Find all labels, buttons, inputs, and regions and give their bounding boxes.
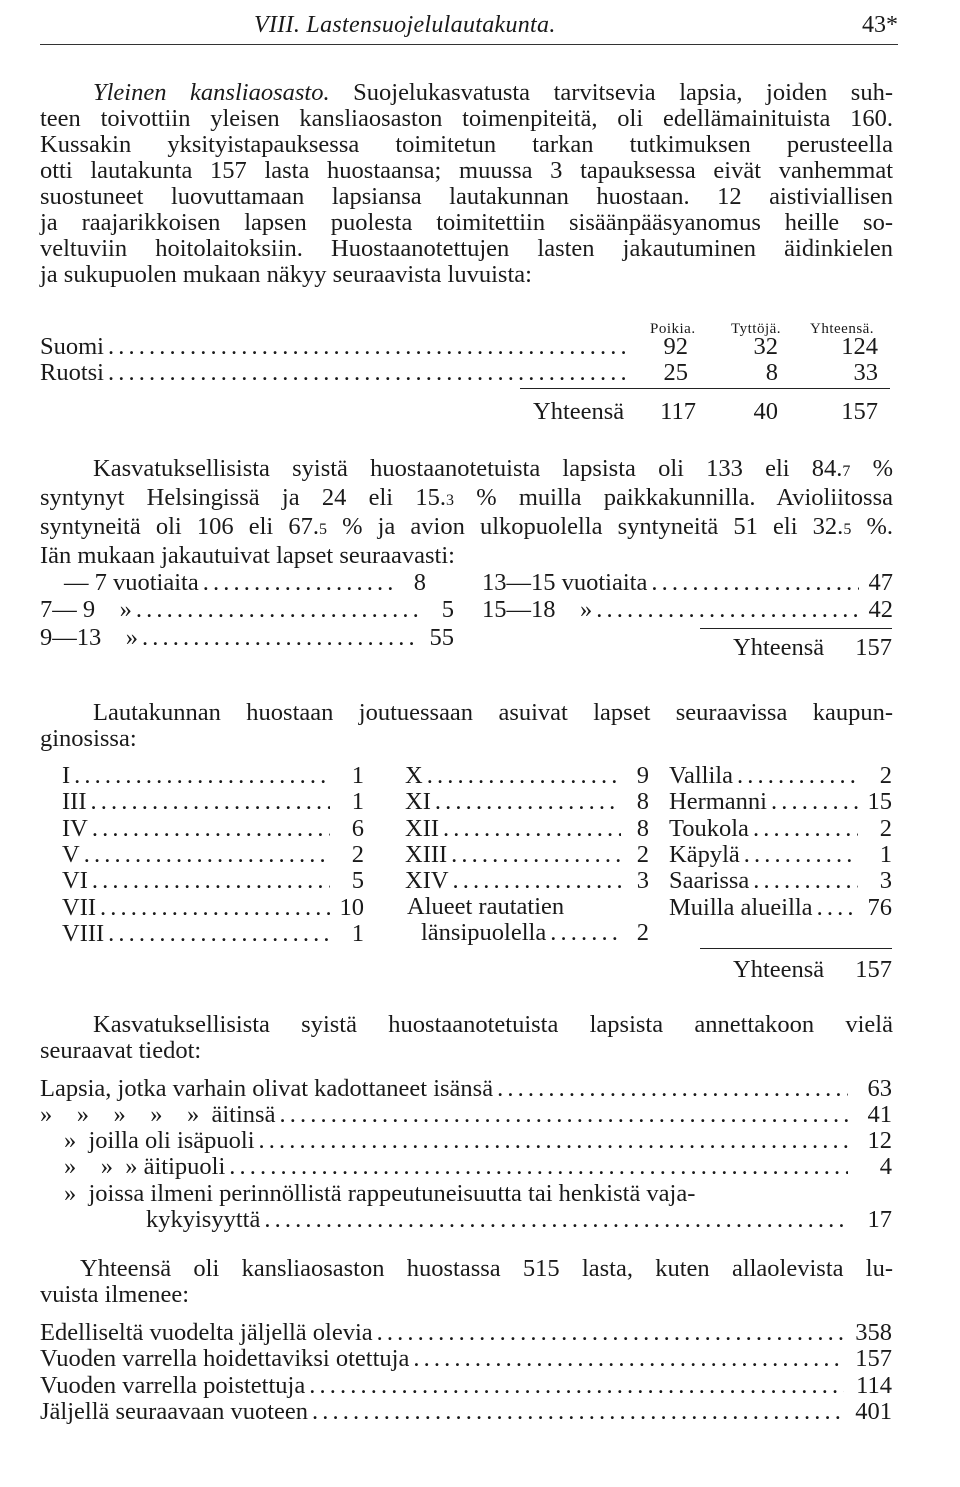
row-label: XII [405, 814, 440, 842]
lang-label: Suomi [40, 333, 104, 360]
info-value: 41 [867, 1101, 892, 1128]
row-value: 401 [855, 1397, 892, 1425]
lang-total-value: 40 [753, 398, 778, 425]
row-label: Muilla alueilla [669, 893, 813, 921]
row-label: Saarissa [669, 867, 750, 895]
row-label: XI [405, 788, 431, 816]
row-label: Käpylä [669, 840, 740, 868]
age-row-left [40, 597, 454, 623]
leader-row [669, 789, 892, 815]
leader-row [62, 921, 364, 947]
age-label: 7— 9 » [40, 596, 132, 623]
birth-text: Kasvatuksellisista syistä huostaanotetuista lapsista oli 133 eli 84. [93, 455, 843, 482]
age-row-right [482, 597, 893, 623]
info-row [64, 1128, 892, 1154]
birth-text: syntynyt Helsingissä ja 24 eli 15. [40, 484, 446, 511]
leader-row [40, 1399, 892, 1425]
birth-line [40, 456, 893, 485]
dot-leader [108, 334, 628, 360]
birth-decimal: 5 [843, 521, 852, 538]
birth-text: % [850, 455, 893, 482]
row-label: XIII [405, 840, 448, 868]
intro-line: teen toivottiin yleisen kansliaosaston toimenpiteitä, oli edellämainituista 160. [40, 105, 893, 132]
info-value: 12 [867, 1127, 892, 1154]
row-label: Edelliseltä vuodelta jäljellä olevia [40, 1319, 373, 1346]
age-label: 13—15 vuotiaita [482, 569, 648, 596]
birth-line [40, 514, 893, 543]
age-value: 55 [429, 624, 454, 651]
lang-label: Ruotsi [40, 359, 104, 386]
district-label: länsipuolella [421, 919, 547, 946]
lang-total-value: 117 [660, 398, 696, 425]
intro-line: suostuneet luovuttamaan lapsiansa lautakunnan huostaan. 12 aistiviallisen [40, 183, 893, 210]
dot-leader [413, 1346, 844, 1372]
row-label: Jäljellä seuraavaan vuoteen [40, 1397, 309, 1425]
intro-line: otti lautakunta 157 lasta huostaansa; muussa 3 tapauksessa eivät vanhemmat [40, 157, 893, 184]
leader-row [405, 789, 649, 815]
dot-leader [203, 570, 392, 596]
lang-row-suomi [40, 334, 632, 360]
lang-value: 32 [753, 333, 778, 360]
row-value: 6 [351, 814, 364, 842]
district-line: ginosissa: [40, 725, 137, 752]
dot-leader [309, 1373, 844, 1399]
birth-text: %. [851, 513, 893, 540]
dot-leader [427, 763, 621, 789]
leader-row [669, 842, 892, 868]
leader-row [669, 763, 892, 789]
running-header-title: VIII. Lastensuojelulautakunta. [254, 12, 556, 38]
row-label: Vallila [669, 762, 733, 789]
age-value: 42 [868, 596, 893, 623]
info-label: Lapsia, jotka varhain olivat kadottaneet isänsä [40, 1075, 494, 1102]
row-label: XIV [405, 867, 449, 895]
row-value: 2 [879, 762, 892, 789]
dot-leader [259, 1128, 848, 1154]
birth-paragraph [40, 456, 893, 569]
row-label: Vuoden varrella hoidettaviksi otettuja [40, 1345, 410, 1373]
birth-decimal: 7 [842, 463, 851, 480]
row-value: 8 [636, 814, 649, 842]
row-value: 15 [867, 788, 892, 816]
info-row [40, 1102, 892, 1128]
info-label: » » » » » äitinsä [40, 1101, 276, 1128]
row-value: 76 [867, 893, 892, 921]
leader-row [62, 868, 364, 894]
row-label: Hermanni [669, 788, 767, 816]
intro-line: ja sukupuolen mukaan näkyy seuraavista luvuista: [40, 261, 532, 288]
section-heading: Yleinen kansliaosasto. [93, 79, 330, 106]
dot-leader [744, 842, 858, 868]
info-row [40, 1076, 892, 1102]
age-value: 5 [441, 596, 454, 623]
district-total-label: Yhteensä [733, 956, 825, 983]
summary-paragraph [40, 1256, 893, 1308]
dot-leader [279, 1102, 848, 1128]
leader-row [62, 763, 364, 789]
row-value: 114 [856, 1371, 892, 1399]
row-label: III [62, 788, 87, 816]
dot-leader [100, 895, 330, 921]
intro-line: ja raajarikkoisen lapsen puolesta toimitettiin sisäänpääsyanomus heille so- [40, 209, 893, 236]
lang-total-value: 157 [841, 398, 878, 425]
dot-leader [443, 816, 621, 842]
dot-leader [451, 842, 621, 868]
info-line: Kasvatuksellisista syistä huostaanotetuista lapsista annettakoon vielä [93, 1011, 893, 1038]
row-value: 2 [879, 814, 892, 842]
total-rule [700, 948, 892, 949]
dot-leader [264, 1207, 848, 1233]
leader-row [405, 842, 649, 868]
leader-row [405, 763, 649, 789]
intro-line: Kussakin yksityistapauksessa toimitetun tarkan tutkimuksen perusteella [40, 131, 893, 158]
page-number: 43* [862, 12, 898, 38]
row-value: 3 [636, 867, 649, 895]
birth-decimal: 5 [318, 521, 327, 538]
info-row [146, 1207, 892, 1233]
dot-leader [377, 1320, 844, 1346]
row-label: X [405, 762, 423, 789]
leader-row [405, 816, 649, 842]
info-row [64, 1154, 892, 1180]
leader-row [62, 789, 364, 815]
row-value: 1 [879, 840, 892, 868]
info-line: seuraavat tiedot: [40, 1037, 202, 1064]
birth-text: % ja avion ulkopuolella syntyneitä 51 eli 32. [326, 513, 844, 540]
intro-line [40, 80, 893, 106]
dot-leader [312, 1399, 844, 1425]
info-label: kykyisyyttä [146, 1206, 261, 1233]
intro-line: veltuviin hoitolaitoksiin. Huostaanotettujen lasten jakautuminen äidinkielen [40, 235, 893, 262]
dot-leader [108, 921, 330, 947]
row-value: 1 [351, 919, 364, 947]
leader-row [62, 895, 364, 921]
dot-leader [651, 570, 859, 596]
info-value: 17 [867, 1206, 892, 1233]
age-value: 47 [868, 569, 893, 596]
row-label: VII [62, 893, 97, 921]
birth-line [40, 485, 893, 514]
row-value: 157 [855, 1345, 892, 1373]
dot-leader [753, 816, 858, 842]
leader-row [40, 1320, 892, 1346]
lang-row-ruotsi [40, 360, 632, 386]
row-value: 358 [855, 1319, 892, 1346]
summary-line: Yhteensä oli kansliaosaston huostassa 515 lasta, kuten allaolevista lu- [80, 1255, 893, 1282]
age-total-label: Yhteensä [733, 634, 825, 661]
summary-line: vuista ilmenee: [40, 1281, 189, 1308]
age-label: 9—13 » [40, 624, 138, 651]
row-label: I [62, 762, 71, 789]
col-header-boys: Poikia. [650, 321, 696, 337]
birth-text: % muilla paikkakunnilla. Avioliitossa [453, 484, 893, 511]
lang-value: 33 [853, 359, 878, 386]
age-total-value: 157 [855, 634, 892, 661]
age-label: 15—18 » [482, 596, 593, 623]
dot-leader [92, 816, 330, 842]
district-row [421, 920, 649, 946]
age-row-left [64, 570, 426, 596]
dot-leader [497, 1076, 848, 1102]
row-value: 1 [351, 762, 364, 789]
dot-leader [753, 868, 858, 894]
dot-leader [142, 625, 420, 651]
leader-row [669, 868, 892, 894]
leader-row [62, 842, 364, 868]
dot-leader [74, 763, 330, 789]
intro-paragraph [40, 80, 893, 288]
leader-row [40, 1346, 892, 1372]
dot-leader [435, 789, 621, 815]
lang-total-label: Yhteensä [533, 398, 625, 425]
row-label: V [62, 840, 80, 868]
dot-leader [771, 789, 858, 815]
total-rule [520, 388, 890, 389]
row-label: Vuoden varrella poistettuja [40, 1371, 306, 1399]
leader-row [62, 816, 364, 842]
row-label: VIII [62, 919, 105, 947]
row-value: 2 [636, 840, 649, 868]
dot-leader [136, 597, 420, 623]
lang-value: 92 [663, 333, 688, 360]
district-line: Lautakunnan huostaan joutuessaan asuivat lapset seuraavissa kaupun- [93, 699, 893, 726]
dot-leader [737, 763, 858, 789]
col-header-girls: Tyttöjä. [731, 321, 782, 337]
age-row-right [482, 570, 893, 596]
row-label: Toukola [669, 814, 749, 842]
lang-value: 8 [765, 359, 778, 386]
row-value: 8 [636, 788, 649, 816]
info-paragraph [40, 1012, 893, 1064]
row-value: 5 [351, 867, 364, 895]
district-total-value: 157 [855, 956, 892, 983]
row-value: 1 [351, 788, 364, 816]
info-value: 4 [879, 1153, 892, 1180]
total-rule [700, 628, 892, 629]
dot-leader [84, 842, 330, 868]
district-value: 2 [636, 919, 649, 946]
dot-leader [453, 868, 621, 894]
info-value: 63 [867, 1075, 892, 1102]
birth-decimal: 3 [445, 492, 454, 509]
row-value: 9 [636, 762, 649, 789]
leader-row [669, 895, 892, 921]
header-rule [40, 44, 898, 45]
intro-line-text: Suojelukasvatusta tarvitsevia lapsia, joiden suh- [329, 79, 894, 106]
row-label: VI [62, 867, 88, 895]
row-value: 3 [879, 867, 892, 895]
info-label: » joissa ilmeni perinnöllistä rappeutuneisuutta tai henkistä vaja- [64, 1180, 696, 1207]
birth-text: syntyneitä oli 106 eli 67. [40, 513, 319, 540]
leader-row [669, 816, 892, 842]
leader-row [405, 868, 649, 894]
district-label: Alueet rautatien [407, 893, 565, 920]
dot-leader [596, 597, 859, 623]
birth-line: Iän mukaan jakautuivat lapset seuraavasti: [40, 542, 455, 569]
dot-leader [817, 895, 858, 921]
row-value: 10 [339, 893, 364, 921]
age-value: 8 [413, 569, 426, 596]
district-paragraph [40, 700, 893, 752]
dot-leader [550, 920, 621, 946]
info-label: » » » äitipuoli [64, 1153, 226, 1180]
dot-leader [92, 868, 330, 894]
dot-leader [229, 1154, 848, 1180]
dot-leader [90, 789, 330, 815]
age-label: — 7 vuotiaita [64, 569, 199, 596]
info-label: » joilla oli isäpuoli [64, 1127, 255, 1154]
leader-row [40, 1373, 892, 1399]
age-row-left [40, 625, 454, 651]
dot-leader [108, 360, 628, 386]
row-value: 2 [351, 840, 364, 868]
row-label: IV [62, 814, 88, 842]
lang-value: 25 [663, 359, 688, 386]
col-header-total: Yhteensä. [810, 321, 875, 337]
lang-value: 124 [841, 333, 878, 360]
